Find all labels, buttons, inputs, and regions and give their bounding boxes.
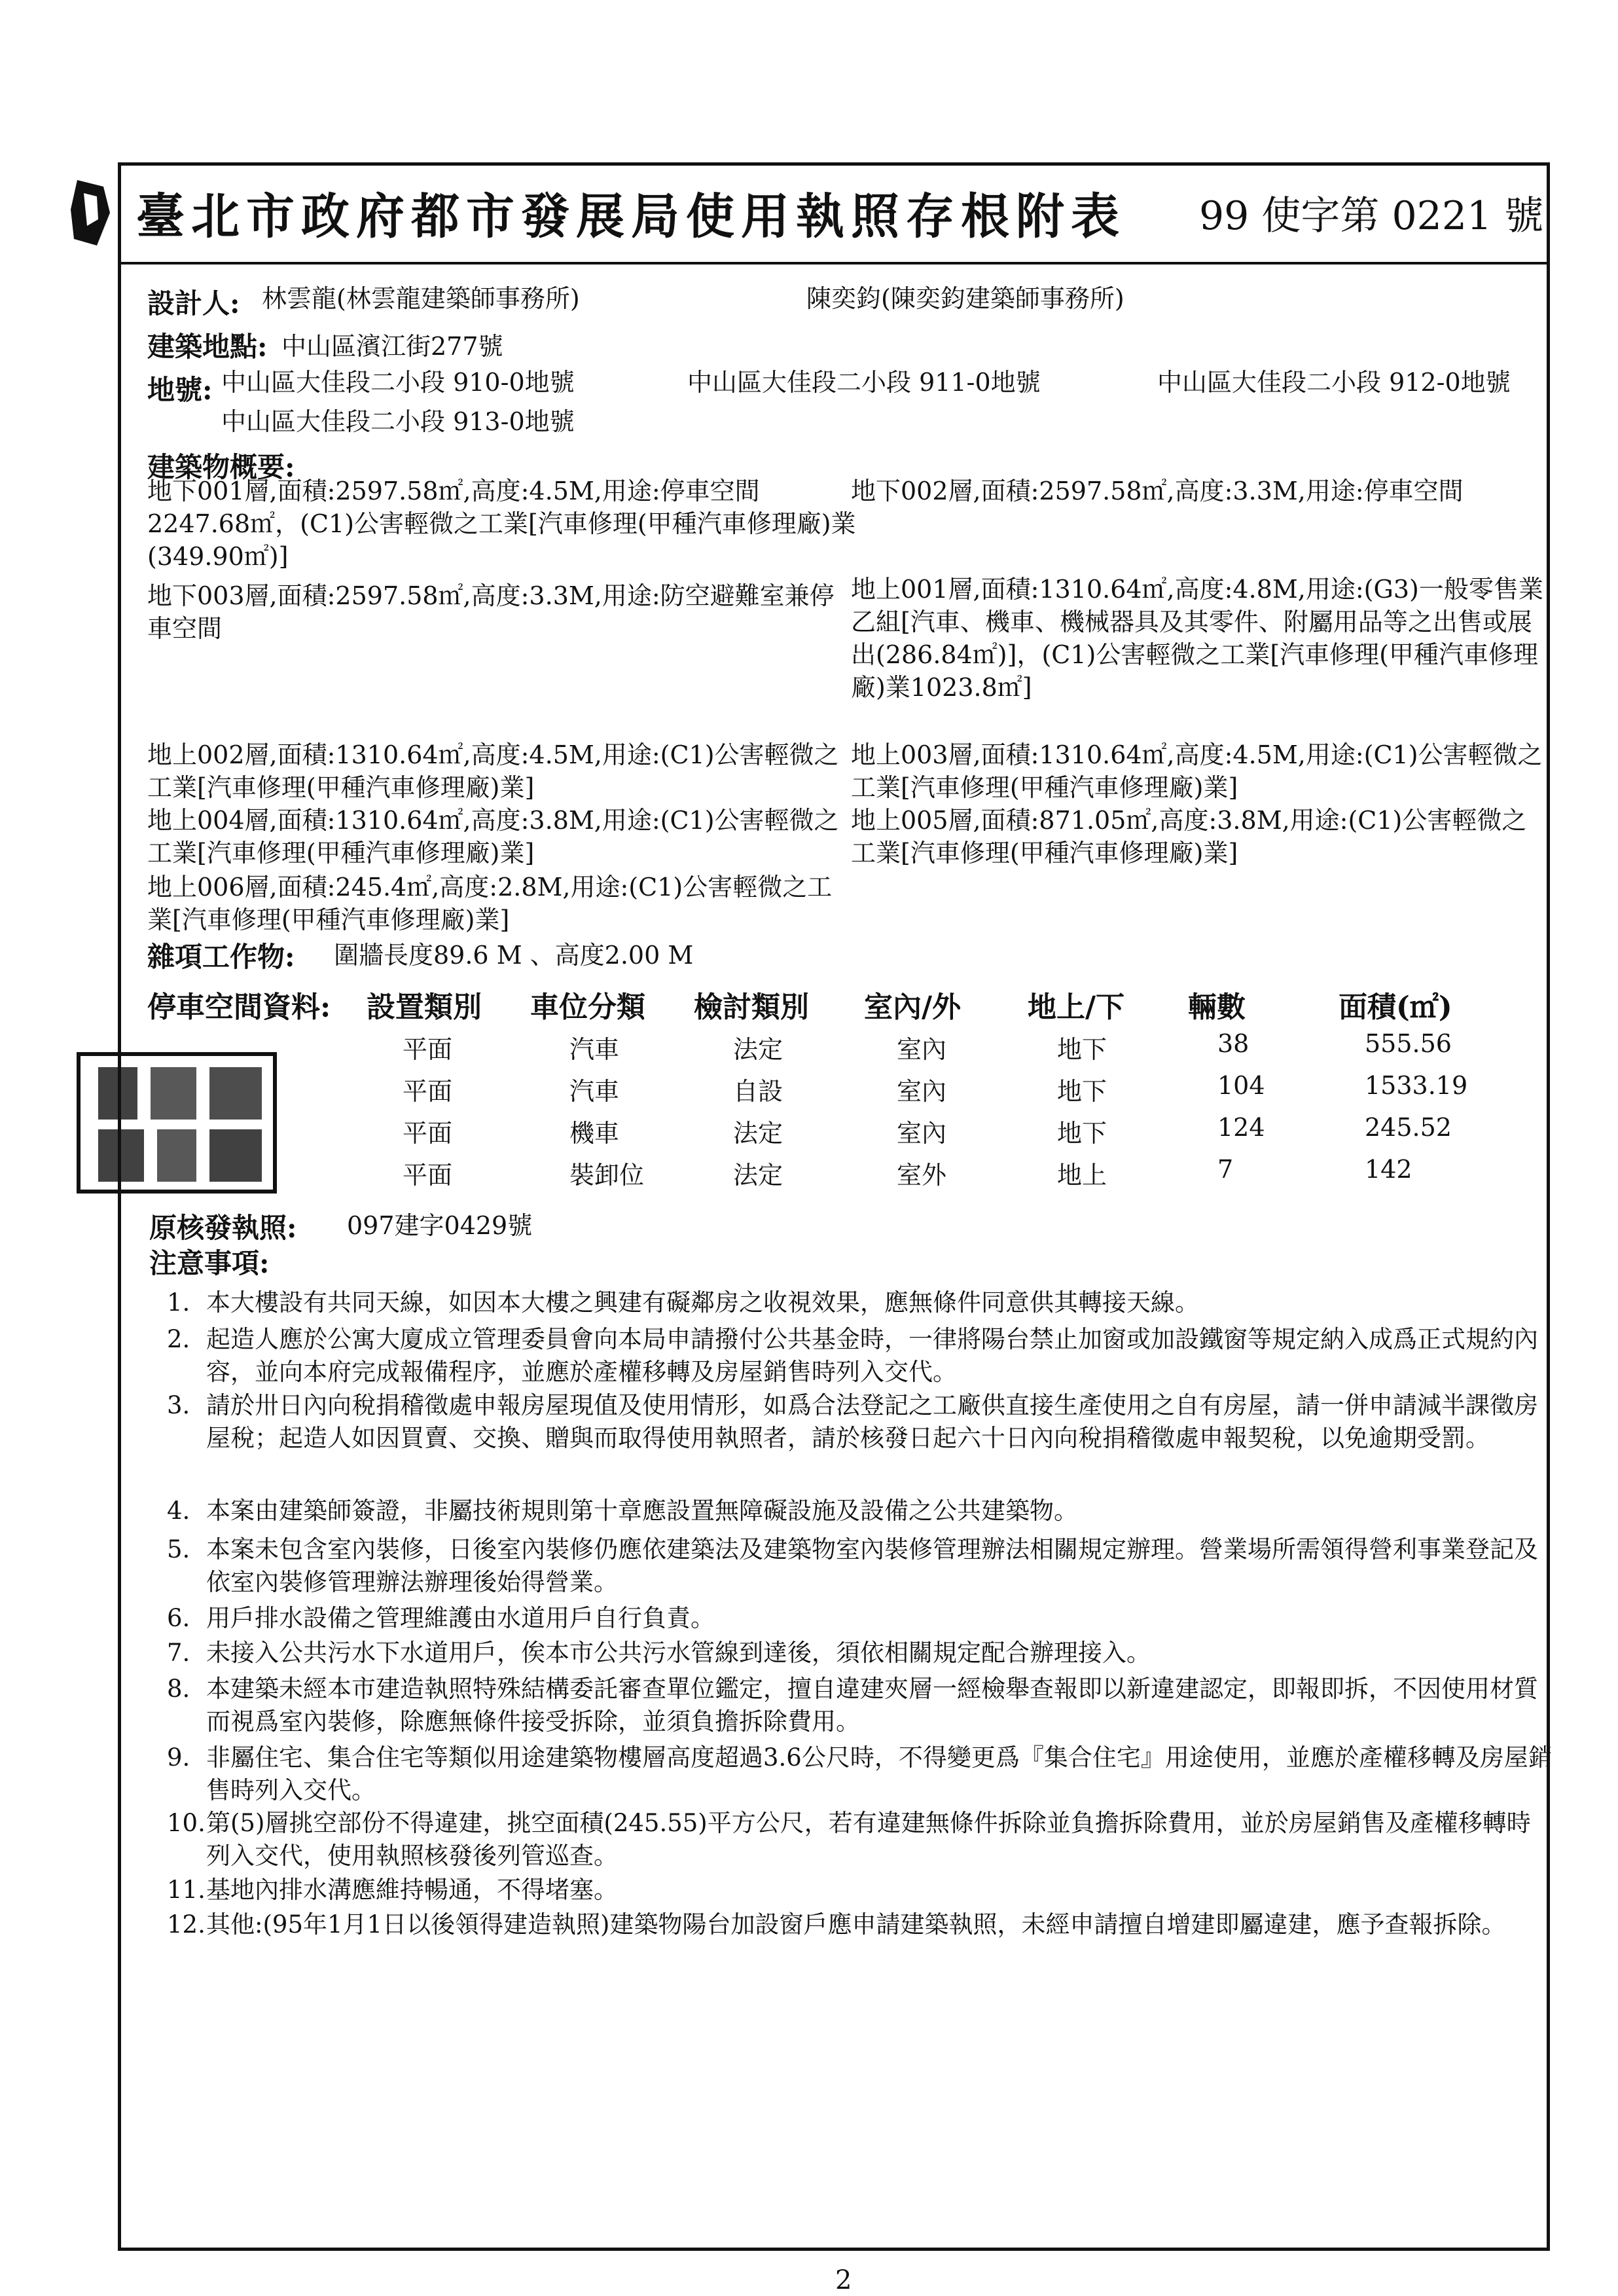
parking-cell: 汽車 — [569, 1035, 620, 1064]
parking-cell: 地上 — [1057, 1161, 1107, 1190]
lot-item: 中山區大佳段二小段 913-0地號 — [221, 407, 575, 436]
floor-b1: 地下001層,面積:2597.58㎡,高度:4.5M,用途:停車空間2247.68㎡，(C1)公害輕微之工業[汽車修理(甲種汽車修理廠)業(349.90㎡)] — [147, 477, 856, 571]
parking-cell: 7 — [1217, 1155, 1234, 1184]
note-item — [167, 1602, 1568, 1635]
note-number: 6. — [167, 1604, 190, 1632]
header-divider — [118, 262, 1550, 264]
note-item — [167, 1495, 1568, 1527]
designer-name-1: 林雲龍(林雲龍建築師事務所) — [262, 284, 580, 313]
note-number: 9. — [167, 1743, 190, 1772]
parking-cell: 地下 — [1057, 1035, 1107, 1064]
note-number: 1. — [167, 1288, 190, 1317]
parking-cell: 104 — [1217, 1071, 1265, 1100]
parking-cell: 地下 — [1057, 1077, 1107, 1106]
floor-b3: 地下003層,面積:2597.58㎡,高度:3.3M,用途:防空避難室兼停車空間 — [147, 581, 835, 643]
floor-2f: 地上002層,面積:1310.64㎡,高度:4.5M,用途:(C1)公害輕微之工業[汽車修理(甲種汽車修理廠)業] — [147, 740, 839, 802]
original-permit-value: 097建字0429號 — [347, 1211, 533, 1240]
parking-cell: 機車 — [569, 1119, 620, 1148]
note-text: 未接入公共污水下水道用戶，俟本市公共污水管線到達後，須依相關規定配合辦理接入。 — [206, 1639, 1151, 1667]
note-text: 第(5)層挑空部份不得違建，挑空面積(245.55)平方公尺，若有違建無條件拆除並負擔拆除費用，並於房屋銷售及產權移轉時列入交代，使用執照核發後列管巡查。 — [206, 1809, 1531, 1870]
parking-col-header: 面積(㎡) — [1339, 991, 1452, 1024]
parking-cell: 法定 — [733, 1119, 783, 1148]
note-text: 非屬住宅、集合住宅等類似用途建築物樓層高度超過3.6公尺時，不得變更爲『集合住宅』用途使用，並應於產權移轉及房屋銷售時列入交代。 — [206, 1743, 1553, 1804]
parking-cell: 1533.19 — [1365, 1071, 1468, 1100]
note-item — [167, 1807, 1568, 1872]
designer-label: 設計人: — [147, 287, 240, 319]
note-number: 12. — [167, 1910, 206, 1939]
parking-cell: 平面 — [403, 1161, 453, 1190]
site-address: 中山區濱江街277號 — [281, 332, 503, 361]
parking-cell: 124 — [1217, 1113, 1265, 1142]
parking-cell: 平面 — [403, 1077, 453, 1106]
parking-col-header: 地上/下 — [1028, 991, 1125, 1024]
parking-cell: 平面 — [403, 1119, 453, 1148]
note-number: 4. — [167, 1497, 190, 1525]
document-title: 臺北市政府都市發展局使用執照存根附表 — [136, 189, 1126, 245]
note-item — [167, 1286, 1568, 1319]
overview-label: 建築物概要: — [147, 451, 295, 483]
note-text: 請於卅日內向稅捐稽徵處申報房屋現值及使用情形，如爲合法登記之工廠供直接生產使用之自有房屋，請一併申請減半課徵房屋稅；起造人如因買賣、交換、贈與而取得使用執照者，請於核發日起六十日內向稅捐稽徵處申報契稅，以免逾期受罰。 — [206, 1391, 1538, 1452]
parking-cell: 室內 — [897, 1119, 947, 1148]
parking-cell: 室內 — [897, 1035, 947, 1064]
parking-cell: 142 — [1365, 1155, 1412, 1184]
parking-cell: 室內 — [897, 1077, 947, 1106]
floor-3f: 地上003層,面積:1310.64㎡,高度:4.5M,用途:(C1)公害輕微之工業[汽車修理(甲種汽車修理廠)業] — [851, 740, 1543, 802]
note-number: 3. — [167, 1391, 190, 1419]
note-text: 本建築未經本市建造執照特殊結構委託審查單位鑑定，擅自違建夾層一經檢舉查報即以新違建認定，即報即拆，不因使用材質而視爲室內裝修，除應無條件接受拆除，並須負擔拆除費用。 — [206, 1675, 1538, 1736]
parking-cell: 裝卸位 — [569, 1161, 645, 1190]
parking-cell: 平面 — [403, 1035, 453, 1064]
note-number: 7. — [167, 1639, 190, 1667]
parking-cell: 法定 — [733, 1161, 783, 1190]
note-text: 本大樓設有共同天線，如因本大樓之興建有礙鄰房之收視效果，應無條件同意供其轉接天線。 — [206, 1288, 1199, 1317]
parking-cell: 38 — [1217, 1029, 1249, 1058]
parking-col-header: 檢討類別 — [694, 991, 809, 1024]
note-item — [167, 1673, 1568, 1738]
seal-stamp-icon — [64, 173, 118, 252]
parking-cell: 法定 — [733, 1035, 783, 1064]
note-text: 用戶排水設備之管理維護由水道用戶自行負責。 — [206, 1604, 715, 1632]
note-number: 2. — [167, 1325, 190, 1353]
lot-item: 中山區大佳段二小段 912-0地號 — [1157, 368, 1511, 397]
note-number: 5. — [167, 1535, 190, 1563]
note-text: 本案未包含室內裝修，日後室內裝修仍應依建築法及建築物室內裝修管理辦法相關規定辦理。營業場所需領得營利事業登記及依室內裝修管理辦法辦理後始得營業。 — [206, 1535, 1538, 1596]
note-number: 8. — [167, 1675, 190, 1703]
parking-cell: 245.52 — [1365, 1113, 1452, 1142]
note-text: 基地內排水溝應維持暢通，不得堵塞。 — [206, 1876, 618, 1904]
note-item — [167, 1908, 1568, 2007]
parking-cell: 汽車 — [569, 1077, 620, 1106]
note-number: 11. — [167, 1876, 206, 1904]
note-item — [167, 1637, 1568, 1669]
permit-number: 99 使字第 0221 號 — [1199, 193, 1544, 239]
note-item — [167, 1874, 1568, 1906]
parking-col-header: 室內/外 — [864, 991, 962, 1024]
floor-1f: 地上001層,面積:1310.64㎡,高度:4.8M,用途:(G3)一般零售業乙組[汽車、機車、機械器具及其零件、附屬用品等之出售或展出(286.84㎡)]，(C1)公害輕微之工業[汽車修理(甲種汽車修理廠)業1023.8㎡] — [851, 575, 1543, 702]
floor-b2: 地下002層,面積:2597.58㎡,高度:3.3M,用途:停車空間 — [851, 477, 1464, 505]
misc-label: 雜項工作物: — [147, 941, 295, 973]
note-item — [167, 1389, 1568, 1487]
parking-label: 停車空間資料: — [147, 991, 331, 1024]
misc-value: 圍牆長度89.6 M 、高度2.00 M — [334, 941, 694, 970]
lot-item: 中山區大佳段二小段 910-0地號 — [221, 368, 575, 397]
parking-cell: 室外 — [897, 1161, 947, 1190]
note-text: 其他:(95年1月1日以後領得建造執照)建築物陽台加設窗戶應申請建築執照，未經申請擅自增建即屬違建，應予查報拆除。 — [206, 1910, 1506, 1939]
parking-col-header: 設置類別 — [367, 991, 482, 1024]
parking-col-header: 車位分類 — [530, 991, 645, 1024]
lots-label: 地號: — [147, 374, 213, 406]
parking-col-header: 輛數 — [1188, 991, 1246, 1024]
designer-name-2: 陳奕鈞(陳奕鈞建築師事務所) — [806, 284, 1124, 313]
note-item — [167, 1533, 1568, 1599]
original-permit-label: 原核發執照: — [149, 1212, 297, 1244]
note-number: 10. — [167, 1809, 206, 1837]
parking-cell: 自設 — [733, 1077, 783, 1106]
page-number: 2 — [835, 2265, 852, 2295]
parking-cell: 地下 — [1057, 1119, 1107, 1148]
note-text: 本案由建築師簽證，非屬技術規則第十章應設置無障礙設施及設備之公共建築物。 — [206, 1497, 1078, 1525]
lot-item: 中山區大佳段二小段 911-0地號 — [687, 368, 1041, 397]
floor-4f: 地上004層,面積:1310.64㎡,高度:3.8M,用途:(C1)公害輕微之工業[汽車修理(甲種汽車修理廠)業] — [147, 806, 839, 867]
parking-cell: 555.56 — [1365, 1029, 1452, 1058]
note-item — [167, 1323, 1568, 1389]
floor-5f: 地上005層,面積:871.05㎡,高度:3.8M,用途:(C1)公害輕微之工業[汽車修理(甲種汽車修理廠)業] — [851, 806, 1527, 867]
site-label: 建築地點: — [147, 331, 268, 363]
notes-label: 注意事項: — [149, 1247, 270, 1279]
floor-6f: 地上006層,面積:245.4㎡,高度:2.8M,用途:(C1)公害輕微之工業[汽車修理(甲種汽車修理廠)業] — [147, 873, 833, 934]
note-item — [167, 1741, 1568, 1807]
note-text: 起造人應於公寓大廈成立管理委員會向本局申請撥付公共基金時，一律將陽台禁止加窗或加設鐵窗等規定納入成爲正式規約內容，並向本府完成報備程序，並應於產權移轉及房屋銷售時列入交代。 — [206, 1325, 1538, 1386]
